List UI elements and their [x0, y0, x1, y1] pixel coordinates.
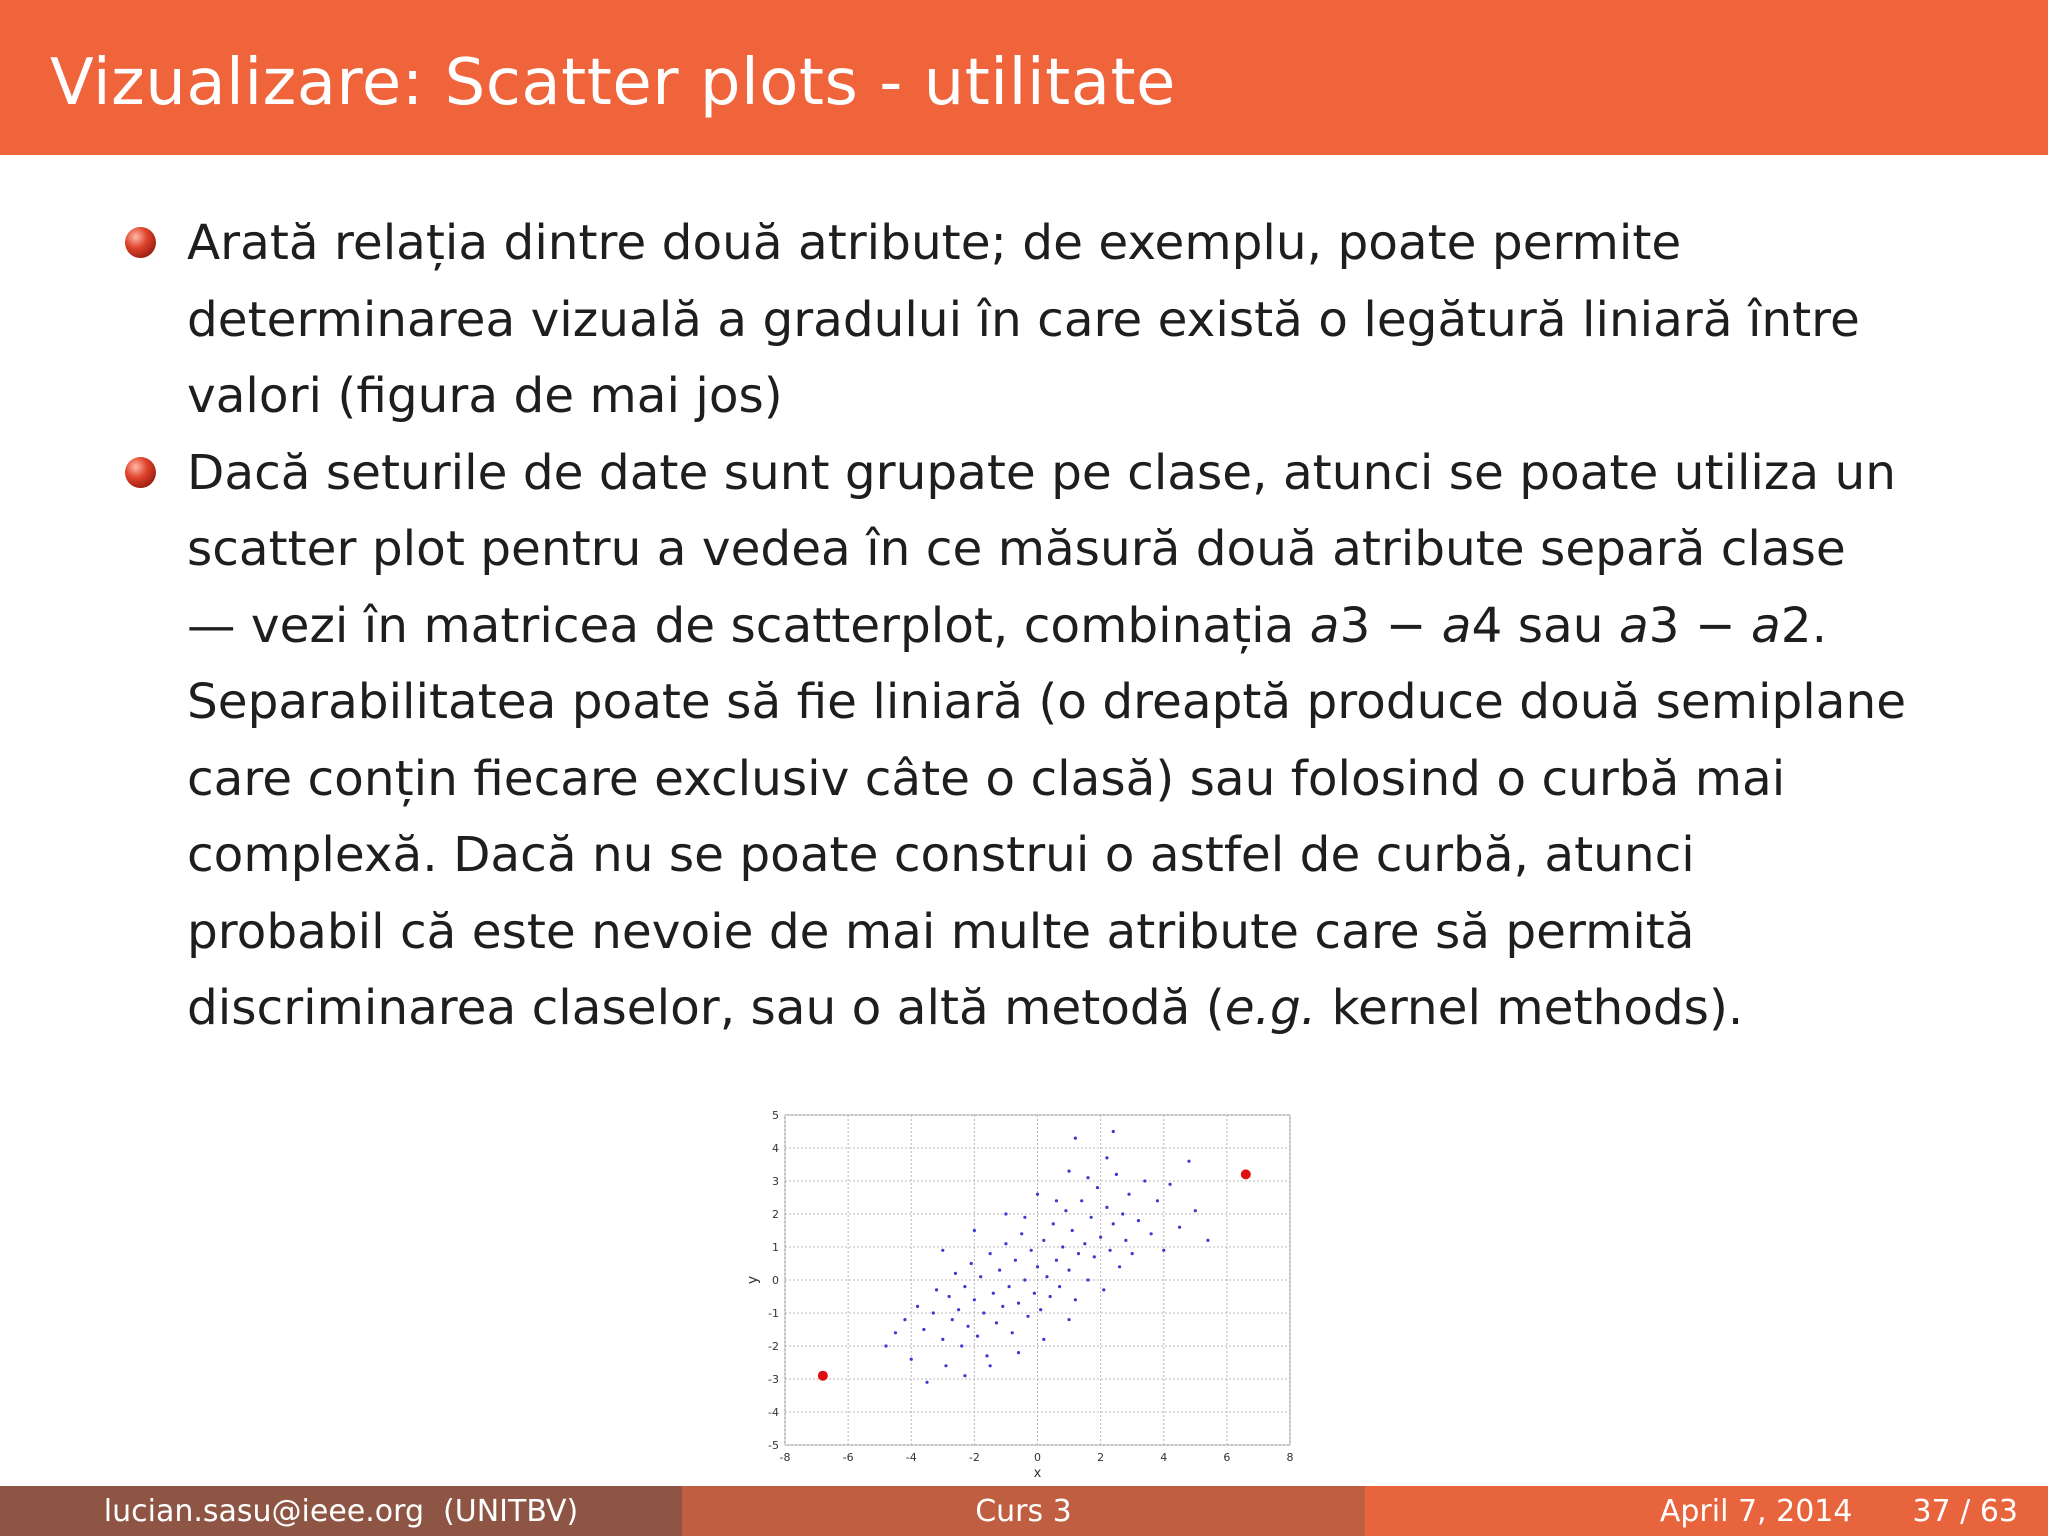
bullet-ball-icon — [125, 227, 156, 258]
scatter-point — [1131, 1252, 1134, 1255]
scatter-point — [976, 1335, 979, 1338]
scatter-point — [1127, 1193, 1130, 1196]
scatter-point — [1108, 1249, 1111, 1252]
y-tick-label: 2 — [772, 1208, 779, 1221]
scatter-point — [1004, 1212, 1007, 1215]
italic-run: a — [1309, 597, 1340, 654]
footer-date: April 7, 2014 — [1659, 1493, 1853, 1529]
bullet-list — [125, 205, 2005, 1047]
scatter-point — [1099, 1236, 1102, 1239]
scatter-point — [1115, 1173, 1118, 1176]
scatter-point — [1080, 1199, 1083, 1202]
scatter-point — [1004, 1242, 1007, 1245]
scatter-point — [1011, 1331, 1014, 1334]
title-bar — [0, 0, 2048, 155]
outlier-point — [818, 1371, 828, 1381]
bullet-text-2 — [187, 445, 1906, 1037]
scatter-point — [1168, 1183, 1171, 1186]
text-run: 4 sau — [1471, 597, 1619, 654]
scatter-point — [1030, 1249, 1033, 1252]
scatter-point — [985, 1354, 988, 1357]
y-axis-label: y — [745, 1275, 761, 1285]
scatter-point — [1112, 1222, 1115, 1225]
scatter-point — [1036, 1265, 1039, 1268]
scatter-point — [973, 1298, 976, 1301]
x-tick-label: 8 — [1286, 1451, 1294, 1464]
scatter-point — [1178, 1226, 1181, 1229]
scatter-point — [1058, 1285, 1061, 1288]
x-tick-label: 2 — [1097, 1451, 1105, 1464]
scatter-point — [1055, 1199, 1058, 1202]
scatter-point — [1061, 1245, 1064, 1248]
scatter-point — [982, 1311, 985, 1314]
scatter-point — [1042, 1239, 1045, 1242]
scatter-point — [973, 1229, 976, 1232]
scatter-point — [1067, 1170, 1070, 1173]
scatter-point — [932, 1311, 935, 1314]
text-run: 2. Separabilitatea poate să fie liniară (o dreaptă produce două semiplane care conțin fiecare exclusiv câte o clasă) sau folosind o curbă mai complexă. Dacă nu se poate construi o astfel de curbă, atunci probabil că este nevoie de mai multe atribute care să permită discriminarea claselor, sau o altă metodă ( — [187, 597, 1907, 1036]
bullet-item-1 — [125, 205, 2005, 435]
scatter-point — [1121, 1212, 1124, 1215]
scatter-point — [1067, 1318, 1070, 1321]
scatter-point — [1150, 1232, 1153, 1235]
scatter-point — [948, 1295, 951, 1298]
text-run: 3 − — [1339, 597, 1442, 654]
scatter-point — [1086, 1278, 1089, 1281]
scatter-point — [970, 1262, 973, 1265]
scatter-point — [1039, 1308, 1042, 1311]
scatter-point — [1105, 1156, 1108, 1159]
scatter-point — [1096, 1186, 1099, 1189]
footer-date-page — [1365, 1486, 2048, 1536]
scatter-point — [1156, 1199, 1159, 1202]
scatter-figure — [745, 1105, 1305, 1495]
scatter-point — [1090, 1216, 1093, 1219]
scatter-point — [922, 1328, 925, 1331]
italic-run: a — [1441, 597, 1472, 654]
scatter-point — [998, 1269, 1001, 1272]
y-tick-label: -4 — [768, 1406, 779, 1419]
scatter-point — [1143, 1179, 1146, 1182]
scatter-point — [1206, 1239, 1209, 1242]
scatter-point — [1086, 1176, 1089, 1179]
x-tick-label: -4 — [905, 1451, 917, 1464]
italic-run: e.g. — [1224, 980, 1317, 1036]
text-run: Dacă seturile de date sunt grupate pe clase, atunci se poate utiliza un scatter plot pentru a vedea în ce măsură două atribute separă clase — vezi în matricea de scatterplot, combinația — [187, 444, 1896, 654]
scatter-point — [966, 1325, 969, 1328]
scatter-point — [1137, 1219, 1140, 1222]
scatter-point — [989, 1252, 992, 1255]
scatter-point — [884, 1344, 887, 1347]
scatter-point — [1194, 1209, 1197, 1212]
scatter-point — [1112, 1130, 1115, 1133]
scatter-point — [944, 1364, 947, 1367]
scatter-point — [903, 1318, 906, 1321]
scatter-point — [1045, 1275, 1048, 1278]
x-tick-label: 6 — [1223, 1451, 1231, 1464]
scatter-point — [992, 1292, 995, 1295]
scatter-point — [954, 1272, 957, 1275]
scatter-point — [1067, 1269, 1070, 1272]
scatter-point — [979, 1275, 982, 1278]
scatter-point — [1162, 1249, 1165, 1252]
x-tick-label: 0 — [1034, 1451, 1041, 1464]
scatter-point — [894, 1331, 897, 1334]
scatter-point — [963, 1285, 966, 1288]
y-tick-label: 0 — [772, 1274, 779, 1287]
x-tick-label: 4 — [1160, 1451, 1168, 1464]
scatter-point — [1033, 1292, 1036, 1295]
scatter-point — [951, 1318, 954, 1321]
y-tick-label: 4 — [772, 1142, 779, 1155]
scatter-point — [1036, 1193, 1039, 1196]
scatter-point — [1017, 1351, 1020, 1354]
scatter-point — [925, 1381, 928, 1384]
text-run: kernel methods). — [1316, 980, 1744, 1036]
footer-author-text: lucian.sasu@ieee.org (UNITBV) — [103, 1493, 579, 1529]
x-tick-label: -8 — [779, 1451, 791, 1464]
footer-author — [0, 1486, 682, 1536]
scatter-point — [1007, 1285, 1010, 1288]
scatter-point — [1026, 1315, 1029, 1318]
scatter-point — [1074, 1137, 1077, 1140]
footer-course-text: Curs 3 — [975, 1493, 1072, 1529]
scatter-point — [1124, 1239, 1127, 1242]
scatter-point — [1023, 1216, 1026, 1219]
text-run: Arată relația dintre două atribute; de exemplu, poate permite determinarea vizuală a gradului în care există o legătură liniară între valori (figura de mai jos) — [187, 215, 1860, 424]
y-tick-label: -2 — [768, 1340, 779, 1353]
scatter-point — [989, 1364, 992, 1367]
x-tick-label: -6 — [842, 1451, 854, 1464]
scatter-point — [1052, 1222, 1055, 1225]
y-tick-label: 3 — [772, 1175, 779, 1188]
slide-title: Vizualizare: Scatter plots - utilitate — [50, 46, 1176, 120]
y-tick-label: 5 — [772, 1109, 779, 1122]
scatter-point — [1105, 1206, 1108, 1209]
y-tick-label: -3 — [768, 1373, 779, 1386]
italic-run: a — [1618, 597, 1649, 654]
scatter-point — [941, 1249, 944, 1252]
scatter-point — [1093, 1255, 1096, 1258]
scatter-point — [963, 1374, 966, 1377]
italic-run: a — [1751, 597, 1781, 654]
scatter-point — [1023, 1278, 1026, 1281]
y-tick-label: -5 — [768, 1439, 779, 1452]
footer-course — [682, 1486, 1365, 1536]
x-axis-label: x — [1033, 1466, 1042, 1481]
scatter-point — [1017, 1302, 1020, 1305]
scatter-point — [1077, 1252, 1080, 1255]
y-tick-label: 1 — [772, 1241, 779, 1254]
text-run: 3 − — [1648, 597, 1752, 654]
scatter-point — [957, 1308, 960, 1311]
scatter-chart — [745, 1105, 1305, 1495]
y-tick-label: -1 — [768, 1307, 779, 1320]
footer-page-number: 37 / 63 — [1912, 1493, 2018, 1529]
bullet-text-1 — [187, 215, 1860, 424]
scatter-point — [935, 1288, 938, 1291]
x-tick-label: -2 — [968, 1451, 980, 1464]
scatter-point — [1083, 1242, 1086, 1245]
outlier-point — [1241, 1169, 1251, 1179]
scatter-point — [1020, 1232, 1023, 1235]
bullet-item-2 — [125, 435, 2005, 1047]
scatter-point — [1055, 1259, 1058, 1262]
scatter-point — [1187, 1160, 1190, 1163]
scatter-point — [1049, 1295, 1052, 1298]
scatter-point — [1102, 1288, 1105, 1291]
scatter-point — [1042, 1338, 1045, 1341]
scatter-point — [1014, 1259, 1017, 1262]
slide-content — [0, 155, 2048, 1485]
bullet-ball-icon — [125, 457, 156, 488]
footer — [0, 1486, 2048, 1536]
scatter-point — [995, 1321, 998, 1324]
scatter-point — [1074, 1298, 1077, 1301]
scatter-point — [960, 1344, 963, 1347]
scatter-point — [916, 1305, 919, 1308]
scatter-point — [941, 1338, 944, 1341]
scatter-point — [1001, 1305, 1004, 1308]
scatter-point — [1064, 1209, 1067, 1212]
scatter-point — [910, 1358, 913, 1361]
scatter-point — [1118, 1265, 1121, 1268]
scatter-point — [1071, 1229, 1074, 1232]
